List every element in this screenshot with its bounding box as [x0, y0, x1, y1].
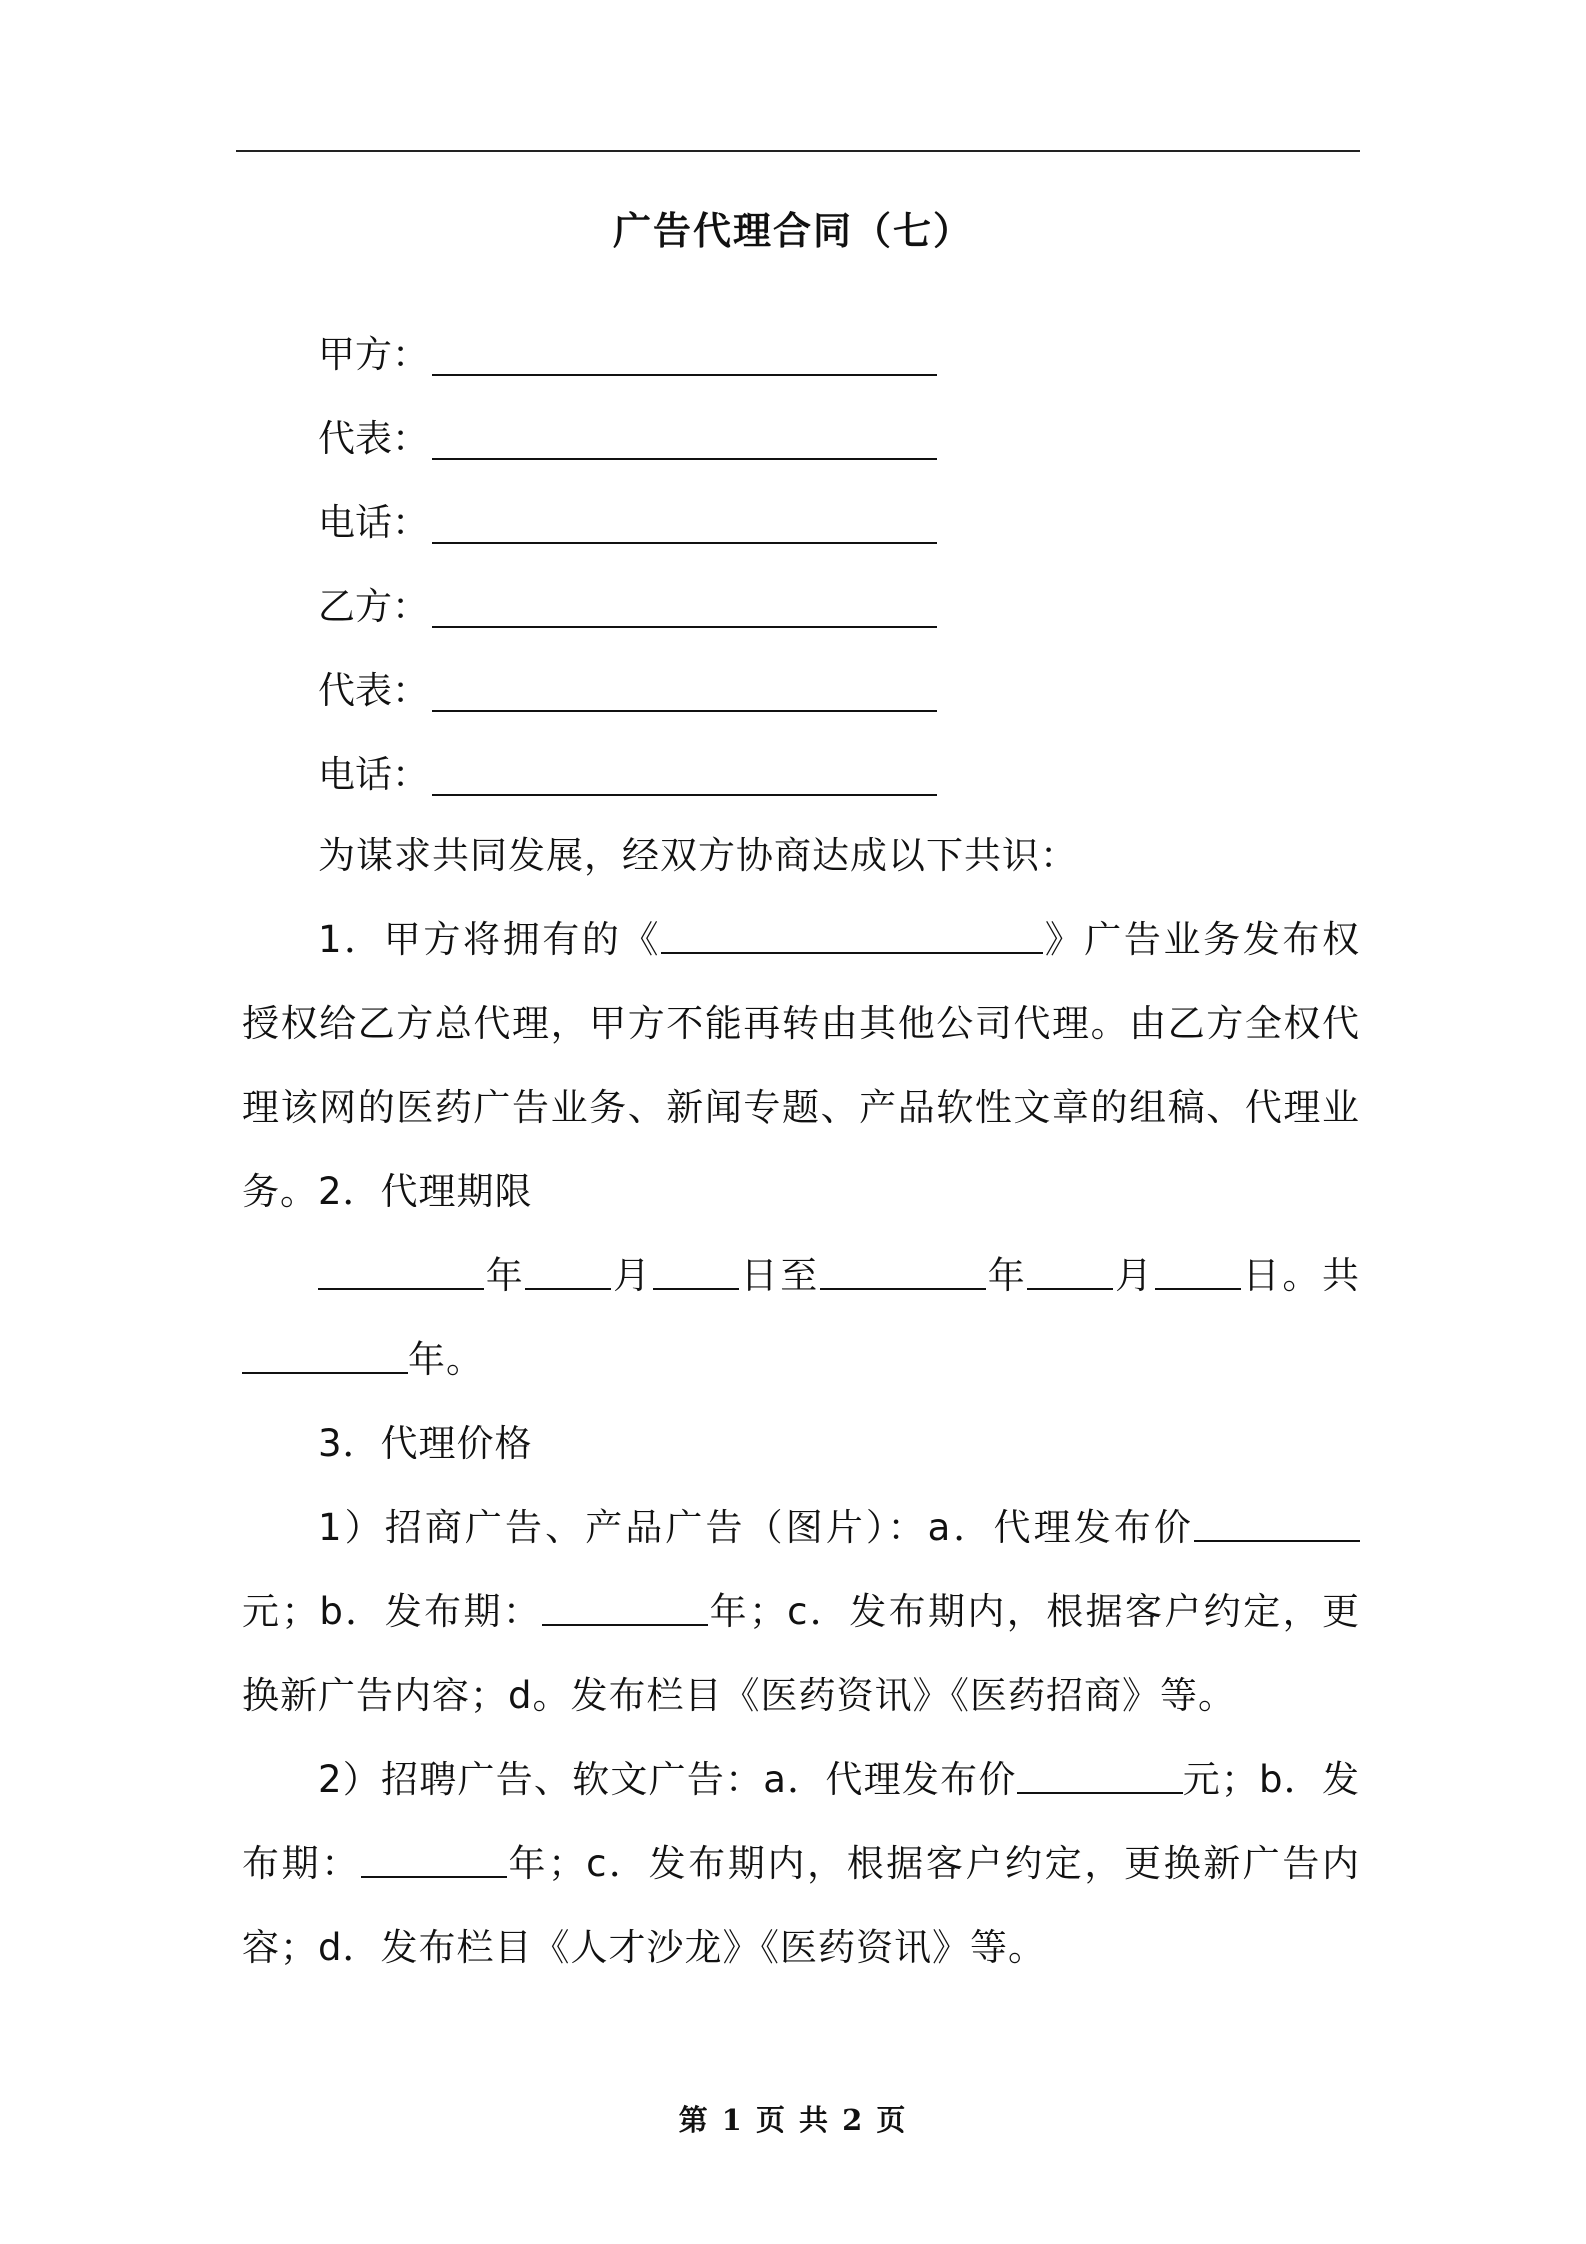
- agency-period-paragraph: [242, 1234, 1360, 1402]
- start-month-unit: 月: [611, 1254, 653, 1297]
- item-2-period-prefix: b．发布期：: [242, 1758, 1360, 1885]
- party-b-phone-blank: [432, 794, 937, 796]
- start-year-unit: 年: [484, 1254, 526, 1297]
- end-month-blank: [1027, 1252, 1113, 1290]
- item-1-rest: c．发布期内，根据客户约定，更换新广告内容；d。发布栏目《医药资讯》《医药招商》等。: [242, 1590, 1360, 1717]
- item-2-price-blank: [1017, 1756, 1183, 1794]
- party-b-label: 乙方：: [318, 585, 429, 628]
- clause-2-heading-paragraph: [242, 1150, 1360, 1234]
- clause-1-suffix: 》广告业务发布权授权给乙方总代理，甲方不能再转由其他公司代理。由乙方全权代理该网的医药广告业务、新闻专题、产品软性文章的组稿、代理业务。: [242, 918, 1360, 1213]
- clause-1-prefix: 1．甲方将拥有的《: [318, 918, 662, 961]
- party-a-field: [318, 330, 429, 380]
- party-a-phone-blank: [432, 542, 937, 544]
- party-b-phone-field: [318, 750, 429, 800]
- clause-3-item-1-paragraph: [242, 1486, 1360, 1738]
- clause-3-heading-paragraph: [242, 1402, 1360, 1486]
- clause-3-heading: 3．代理价格: [318, 1422, 533, 1465]
- party-b-field: [318, 582, 429, 632]
- item-1-period-prefix: b．发布期：: [319, 1590, 543, 1633]
- end-month-unit: 月: [1113, 1254, 1155, 1297]
- website-name-blank: [661, 916, 1043, 954]
- item-1-price-blank: [1194, 1504, 1360, 1542]
- item-2-rest: c．发布期内，根据客户约定，更换新广告内容；d．发布栏目《人才沙龙》《医药资讯》等。: [242, 1842, 1361, 1969]
- start-month-blank: [525, 1252, 611, 1290]
- item-1-price-unit: 元；: [242, 1590, 320, 1633]
- start-day-blank: [653, 1252, 739, 1290]
- end-year-unit: 年: [986, 1254, 1028, 1297]
- item-2-period-unit: 年；: [506, 1842, 587, 1885]
- total-years-unit: 年。: [408, 1338, 484, 1381]
- total-years-blank: [242, 1336, 408, 1374]
- party-a-representative-blank: [432, 458, 937, 460]
- start-year-blank: [318, 1252, 484, 1290]
- party-a-phone-field: [318, 498, 429, 548]
- start-day-unit: 日至: [738, 1254, 821, 1297]
- end-year-blank: [820, 1252, 986, 1290]
- item-2-price-unit: 元；: [1182, 1758, 1260, 1801]
- end-day-unit: 日。共: [1240, 1254, 1361, 1297]
- clause-2-heading: 2．代理期限: [318, 1170, 533, 1213]
- party-b-representative-blank: [432, 710, 937, 712]
- page-indicator: 第 1 页 共 2 页: [678, 2103, 908, 2137]
- header-rule: [236, 150, 1360, 152]
- party-b-phone-label: 电话：: [318, 753, 429, 796]
- document-title: 广告代理合同（七）: [612, 209, 973, 253]
- intro-paragraph: [242, 814, 1360, 898]
- end-day-blank: [1155, 1252, 1241, 1290]
- party-b-representative-label: 代表：: [318, 669, 429, 712]
- party-a-representative-label: 代表：: [318, 417, 429, 460]
- item-2-period-blank: [361, 1840, 507, 1878]
- party-b-blank: [432, 626, 937, 628]
- item-1-period-unit: 年；: [708, 1590, 788, 1633]
- party-a-label: 甲方：: [318, 333, 429, 376]
- clause-3-item-2-paragraph: [242, 1738, 1360, 1990]
- item-1-period-blank: [542, 1588, 708, 1626]
- item-2-price-prefix: 2）招聘广告、软文广告：a．代理发布价: [318, 1758, 1017, 1801]
- intro-text: 为谋求共同发展，经双方协商达成以下共识：: [318, 834, 1078, 877]
- item-1-price-prefix: 1）招商广告、产品广告（图片）：a．代理发布价: [318, 1506, 1194, 1549]
- party-b-representative-field: [318, 666, 429, 716]
- party-a-representative-field: [318, 414, 429, 464]
- party-a-phone-label: 电话：: [318, 501, 429, 544]
- party-a-blank: [432, 374, 937, 376]
